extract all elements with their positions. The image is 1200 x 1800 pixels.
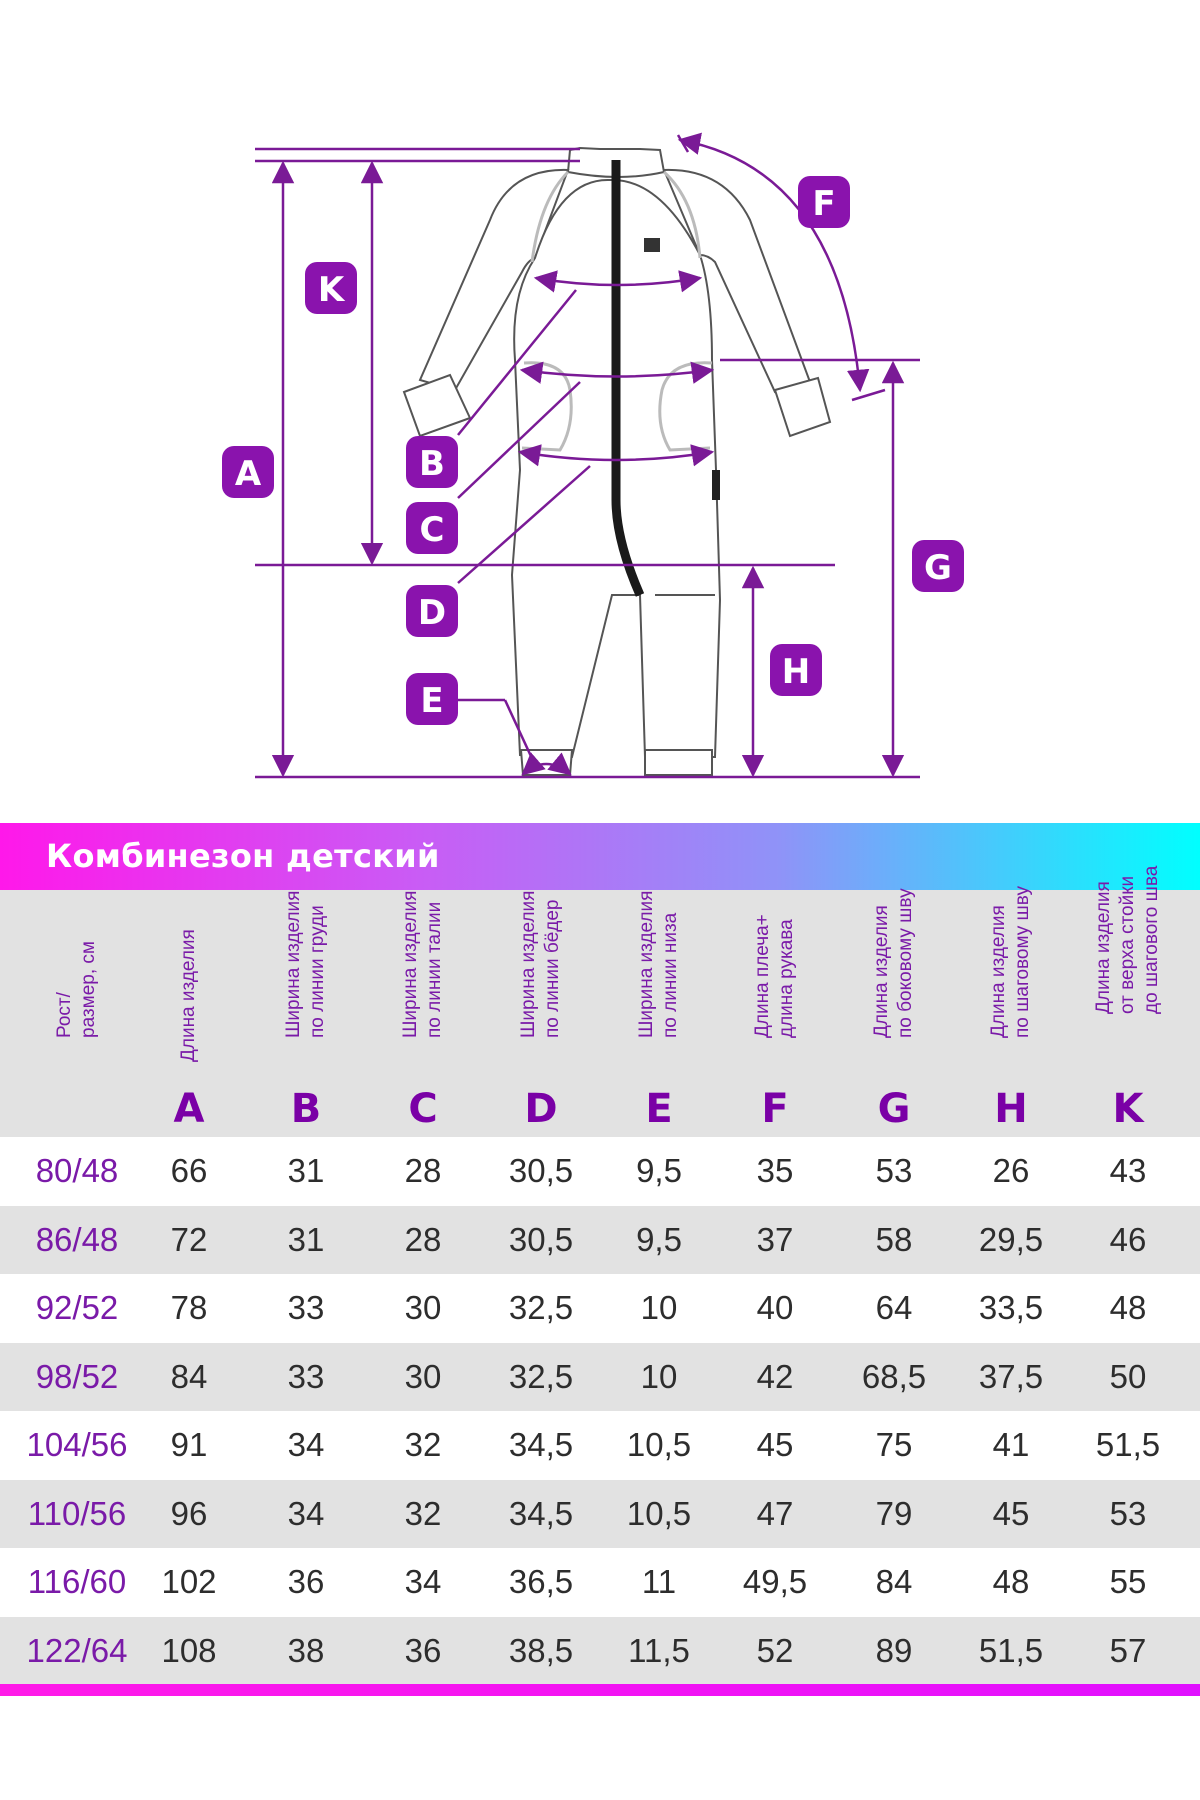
value-cell-E: 10 <box>640 1357 678 1395</box>
value-cell-A: 84 <box>170 1357 208 1395</box>
header-letter-C: C <box>408 1086 438 1132</box>
svg-text:A: A <box>234 454 262 494</box>
value-cell-B: 33 <box>287 1357 325 1395</box>
value-cell-F: 35 <box>756 1152 794 1189</box>
value-cell-E: 9,5 <box>636 1152 682 1189</box>
value-cell-K: 53 <box>1109 1494 1147 1532</box>
size-cell: 98/52 <box>35 1357 119 1395</box>
header-letter-D: D <box>524 1086 558 1132</box>
value-cell-A: 108 <box>161 1631 217 1669</box>
value-cell-D: 32,5 <box>508 1357 574 1395</box>
size-cell: 80/48 <box>35 1152 119 1189</box>
value-cell-H: 37,5 <box>978 1357 1044 1395</box>
svg-text:F: F <box>812 184 836 224</box>
header-B <box>250 890 362 1137</box>
header-label-K: Длина изделия от верха стойки до шагового шва <box>1093 865 1162 1014</box>
size-cell: 92/52 <box>35 1289 119 1326</box>
value-cell-A: 91 <box>170 1426 208 1463</box>
header-label-E: Ширина изделия по линии низа <box>636 890 681 1038</box>
header-label-G: Длина изделия по боковому шву <box>871 888 916 1038</box>
value-cell-H: 51,5 <box>978 1631 1044 1669</box>
value-cell-B: 34 <box>287 1494 325 1532</box>
size-table <box>0 865 1200 1685</box>
header-letter-A: A <box>173 1086 205 1132</box>
value-cell-B: 38 <box>287 1631 325 1669</box>
value-cell-D: 34,5 <box>508 1494 574 1532</box>
header-label-F: Длина плеча+ длина рукава <box>752 914 797 1038</box>
svg-text:C: C <box>419 510 445 550</box>
value-cell-F: 47 <box>756 1494 794 1532</box>
value-cell-B: 33 <box>287 1289 325 1326</box>
value-cell-G: 84 <box>875 1563 913 1600</box>
value-cell-A: 66 <box>170 1152 208 1189</box>
label-F <box>798 176 850 228</box>
svg-text:D: D <box>417 593 447 633</box>
table-header <box>0 865 1200 1137</box>
value-cell-K: 48 <box>1109 1289 1147 1326</box>
value-cell-D: 30,5 <box>508 1220 574 1258</box>
title-bar <box>0 823 1200 890</box>
value-cell-K: 43 <box>1109 1152 1147 1189</box>
value-cell-D: 32,5 <box>508 1289 574 1326</box>
value-cell-B: 36 <box>287 1563 325 1600</box>
value-cell-F: 52 <box>756 1631 794 1669</box>
value-cell-K: 50 <box>1109 1357 1147 1395</box>
table-row <box>0 1480 1200 1549</box>
label-C <box>406 502 458 554</box>
value-cell-G: 64 <box>875 1289 913 1326</box>
value-cell-E: 11 <box>641 1563 677 1600</box>
header-size <box>21 890 133 1137</box>
header-D <box>485 890 597 1137</box>
svg-text:E: E <box>420 681 444 721</box>
value-cell-C: 32 <box>404 1494 442 1532</box>
label-A <box>222 446 274 498</box>
size-cell: 116/60 <box>27 1563 127 1600</box>
value-cell-B: 34 <box>287 1426 325 1463</box>
value-cell-F: 37 <box>756 1220 794 1258</box>
value-cell-D: 36,5 <box>508 1563 574 1600</box>
value-cell-D: 34,5 <box>508 1426 574 1463</box>
label-B <box>406 436 458 488</box>
value-cell-E: 10 <box>640 1289 678 1326</box>
header-E <box>603 890 715 1137</box>
value-cell-C: 28 <box>404 1220 442 1258</box>
table-row <box>0 1274 1200 1343</box>
value-cell-E: 9,5 <box>636 1220 682 1258</box>
value-cell-B: 31 <box>287 1220 325 1258</box>
header-letter-E: E <box>645 1086 673 1132</box>
table-row <box>0 1617 1200 1686</box>
value-cell-C: 30 <box>404 1289 442 1326</box>
header-letter-G: G <box>877 1086 911 1132</box>
value-cell-E: 10,5 <box>626 1494 692 1532</box>
value-cell-C: 34 <box>404 1563 442 1600</box>
value-cell-K: 51,5 <box>1095 1426 1161 1463</box>
table-row <box>0 1137 1200 1206</box>
header-label-C: Ширина изделия по линии талии <box>400 890 445 1038</box>
value-cell-H: 26 <box>992 1152 1030 1189</box>
value-cell-K: 46 <box>1109 1220 1147 1258</box>
value-cell-A: 72 <box>170 1220 208 1258</box>
header-label-H: Длина изделия по шаговому шву <box>988 886 1033 1038</box>
value-cell-H: 41 <box>992 1426 1030 1463</box>
svg-text:B: B <box>419 444 445 484</box>
chest-patch <box>644 238 660 252</box>
value-cell-C: 32 <box>404 1426 442 1463</box>
value-cell-E: 11,5 <box>628 1631 690 1669</box>
value-cell-C: 36 <box>404 1631 442 1669</box>
table-row <box>0 1548 1200 1617</box>
value-cell-F: 49,5 <box>742 1563 808 1600</box>
garment-diagram <box>0 0 1200 800</box>
table-row <box>0 1411 1200 1480</box>
value-cell-B: 31 <box>287 1152 325 1189</box>
label-E <box>406 673 458 725</box>
size-cell: 86/48 <box>35 1220 119 1258</box>
value-cell-H: 29,5 <box>978 1220 1044 1258</box>
value-cell-G: 89 <box>875 1631 913 1669</box>
value-cell-H: 33,5 <box>978 1289 1044 1326</box>
value-cell-G: 68,5 <box>861 1357 927 1395</box>
value-cell-K: 57 <box>1109 1631 1147 1669</box>
header-letter-F: F <box>761 1086 789 1132</box>
header-label-D: Ширина изделия по линии бёдер <box>518 890 563 1038</box>
value-cell-G: 58 <box>875 1220 913 1258</box>
value-cell-G: 75 <box>875 1426 913 1463</box>
value-cell-E: 10,5 <box>626 1426 692 1463</box>
value-cell-A: 78 <box>170 1289 208 1326</box>
header-C <box>367 890 479 1137</box>
label-K <box>305 262 357 314</box>
table-row <box>0 1343 1200 1412</box>
header-H <box>955 886 1067 1137</box>
label-G <box>912 540 964 592</box>
label-D <box>406 585 458 637</box>
product-title: Комбинезон детский <box>46 837 440 875</box>
value-cell-G: 79 <box>875 1494 913 1532</box>
header-letter-H: H <box>994 1086 1028 1132</box>
label-H <box>770 644 822 696</box>
side-tab <box>712 470 720 500</box>
value-cell-F: 40 <box>756 1289 794 1326</box>
size-cell: 104/56 <box>26 1426 128 1463</box>
bottom-accent-bar <box>0 1684 1200 1696</box>
header-label-B: Ширина изделия по линии груди <box>283 890 328 1038</box>
header-A <box>133 890 245 1137</box>
header-label-size: Рост/ размер, см <box>54 941 99 1038</box>
value-cell-A: 96 <box>170 1494 208 1532</box>
table-row <box>0 1206 1200 1275</box>
value-cell-C: 28 <box>404 1152 442 1189</box>
value-cell-G: 53 <box>875 1152 913 1189</box>
header-letter-B: B <box>290 1086 322 1132</box>
value-cell-H: 48 <box>992 1563 1030 1600</box>
value-cell-C: 30 <box>404 1357 442 1395</box>
value-cell-H: 45 <box>992 1494 1030 1532</box>
header-G <box>838 890 950 1137</box>
size-cell: 110/56 <box>27 1494 127 1532</box>
table-body <box>0 1137 1200 1685</box>
header-label-A: Длина изделия <box>178 929 199 1062</box>
value-cell-F: 42 <box>756 1357 794 1395</box>
value-cell-A: 102 <box>161 1563 217 1600</box>
header-K <box>1072 865 1184 1137</box>
value-cell-K: 55 <box>1109 1563 1147 1600</box>
value-cell-F: 45 <box>756 1426 794 1463</box>
value-cell-D: 30,5 <box>508 1152 574 1189</box>
value-cell-D: 38,5 <box>508 1631 574 1669</box>
svg-text:H: H <box>781 652 811 692</box>
header-letter-K: K <box>1112 1086 1144 1132</box>
header-F <box>719 890 831 1137</box>
svg-text:G: G <box>924 548 952 588</box>
svg-text:K: K <box>317 270 345 310</box>
size-cell: 122/64 <box>26 1631 128 1669</box>
